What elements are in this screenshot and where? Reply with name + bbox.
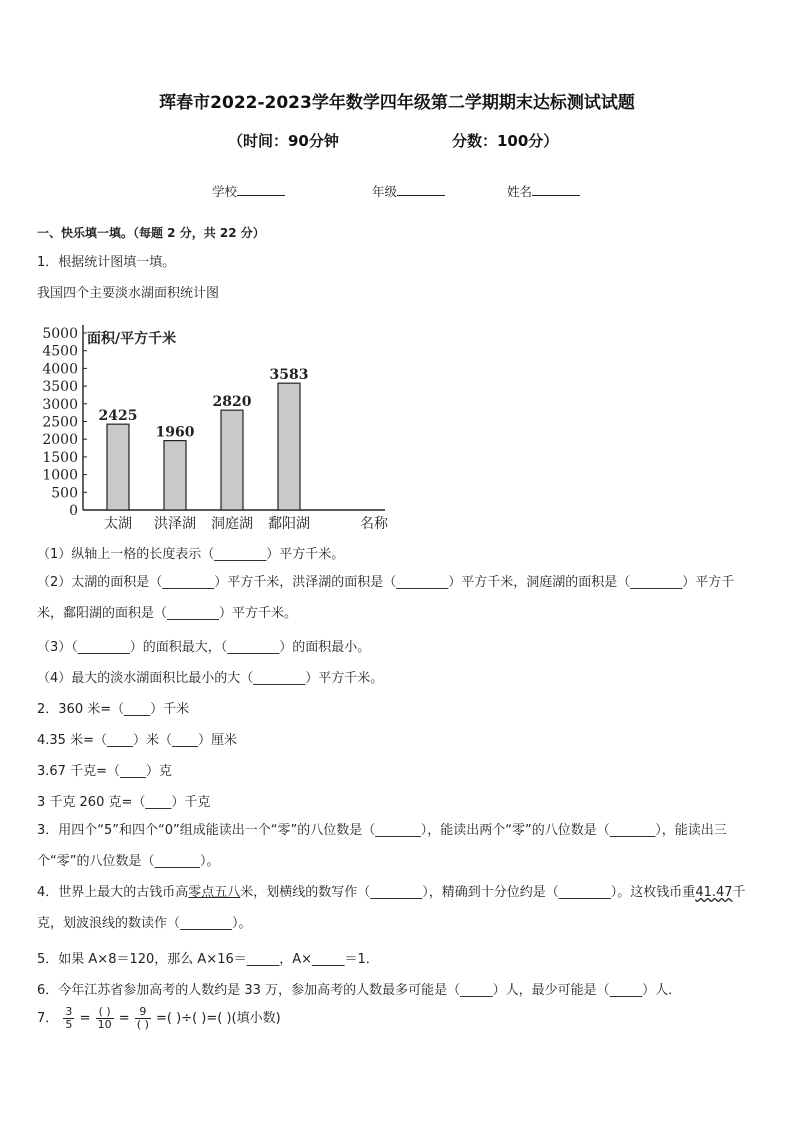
q7-fraction-2: $\frac{( )}{10}$ bbox=[97, 1005, 112, 1031]
q2-line3: 3.67 千克=（____）克 bbox=[37, 764, 172, 779]
chart-caption: 我国四个主要淡水湖面积统计图 bbox=[37, 286, 220, 301]
bar-value-label: 3583 bbox=[269, 367, 309, 384]
bar bbox=[107, 424, 129, 510]
exam-score: 分数：100分） bbox=[452, 132, 559, 150]
q7-fraction-1: $\frac{3}{5}$ bbox=[65, 1005, 73, 1031]
y-tick-label: 5000 bbox=[42, 326, 78, 342]
y-tick-label: 3000 bbox=[42, 396, 78, 413]
name-blank[interactable] bbox=[532, 184, 580, 196]
category-label: 洞庭湖 bbox=[211, 516, 253, 532]
grade-blank[interactable] bbox=[397, 184, 445, 196]
y-axis-title: 面积/平方千米 bbox=[87, 331, 177, 347]
grade-label: 年级 bbox=[372, 184, 398, 199]
q7-text: 7． $\frac{3}{5}$ = $\frac{( )}{10}$ = $\frac{9}{( )}$ =( )÷( )=( )(填小数) bbox=[37, 1005, 281, 1031]
y-tick-label: 4500 bbox=[42, 343, 78, 360]
category-label: 鄱阳湖 bbox=[268, 516, 310, 532]
bar-value-label: 2820 bbox=[212, 394, 252, 411]
q7-fraction-3: $\frac{9}{( )}$ bbox=[136, 1005, 149, 1031]
chart-bars bbox=[107, 383, 300, 510]
school-blank[interactable] bbox=[237, 184, 285, 196]
bar bbox=[164, 441, 186, 510]
page-title: 珲春市2022-2023学年数学四年级第二学期期末达标测试试题 bbox=[159, 93, 635, 113]
y-tick-label: 1000 bbox=[42, 467, 78, 484]
q2-line4: 3 千克 260 克=（____）千克 bbox=[37, 795, 211, 810]
q1-part3: （3）（________）的面积最大，（________）的面积最小。 bbox=[37, 640, 371, 655]
bar-value-label: 2425 bbox=[98, 408, 138, 425]
y-tick-label: 4000 bbox=[42, 361, 78, 378]
x-axis-title: 名称 bbox=[360, 516, 388, 532]
q2-line1: 2．360 米=（____）千米 bbox=[37, 702, 190, 717]
q6-text: 6．今年江苏省参加高考的人数约是 33 万，参加高考的人数最多可能是（_____）人，最少可能是（_____）人． bbox=[37, 983, 682, 998]
q3-text: 3．用四个“5”和四个“0”组成能读出一个“零”的八位数是（_______），能读出两个“零”的八位数是（_______），能读出三个“零”的八位数是（_______）。 bbox=[37, 823, 727, 869]
y-tick-label: 2500 bbox=[42, 414, 78, 431]
q4-part-c: 米，划横线的数写作（________），精确到十分位约是（________）。这枚钱币重 bbox=[240, 885, 696, 900]
q4-text bbox=[37, 877, 757, 939]
q2-line2: 4.35 米=（____）米（____）厘米 bbox=[37, 733, 237, 748]
y-tick-label: 1500 bbox=[42, 449, 78, 466]
q1-part1: （1）纵轴上一格的长度表示（________）平方千米。 bbox=[37, 547, 345, 562]
section-heading: 一、快乐填一填。（每题 2 分，共 22 分） bbox=[37, 226, 265, 240]
q4-wavy-number: 41.47 bbox=[695, 885, 733, 900]
q1-stem: 1．根据统计图填一填。 bbox=[37, 255, 176, 270]
bar-value-label: 1960 bbox=[155, 424, 195, 441]
q7-rest: =( )÷( )=( )(填小数) bbox=[156, 1011, 281, 1026]
category-label: 太湖 bbox=[104, 516, 132, 532]
q1-part4: （4）最大的淡水湖面积比最小的大（________）平方千米。 bbox=[37, 671, 384, 686]
bar bbox=[278, 383, 300, 510]
q4-part-e: 千克，划波浪线的数读作（________）。 bbox=[37, 885, 746, 931]
exam-time: （时间：90分钟 bbox=[228, 132, 339, 150]
name-field[interactable] bbox=[507, 182, 580, 200]
q5-text: 5．如果 A×8＝120，那么 A×16＝_____，A×_____＝1． bbox=[37, 952, 379, 967]
q4-part-a: 4．世界上最大的古钱币高 bbox=[37, 885, 189, 900]
q1-part2: （2）太湖的面积是（________）平方千米，洪泽湖的面积是（________）平方千米，洞庭湖的面积是（________）平方千米，鄱阳湖的面积是（________）平方千米。 bbox=[37, 575, 735, 621]
school-label: 学校 bbox=[212, 184, 238, 199]
bar-chart bbox=[37, 306, 397, 534]
chart-ticks bbox=[42, 326, 87, 519]
name-label: 姓名 bbox=[507, 184, 533, 199]
q7-prefix: 7． bbox=[37, 1011, 59, 1026]
y-tick-label: 3500 bbox=[42, 379, 78, 396]
q4-underlined-number: 零点五八 bbox=[188, 885, 241, 900]
y-tick-label: 500 bbox=[51, 485, 78, 502]
bar bbox=[221, 410, 243, 510]
category-label: 洪泽湖 bbox=[154, 516, 196, 532]
school-field[interactable] bbox=[212, 182, 285, 200]
grade-field[interactable] bbox=[372, 182, 445, 200]
y-tick-label: 0 bbox=[69, 503, 78, 519]
y-tick-label: 2000 bbox=[42, 432, 78, 449]
